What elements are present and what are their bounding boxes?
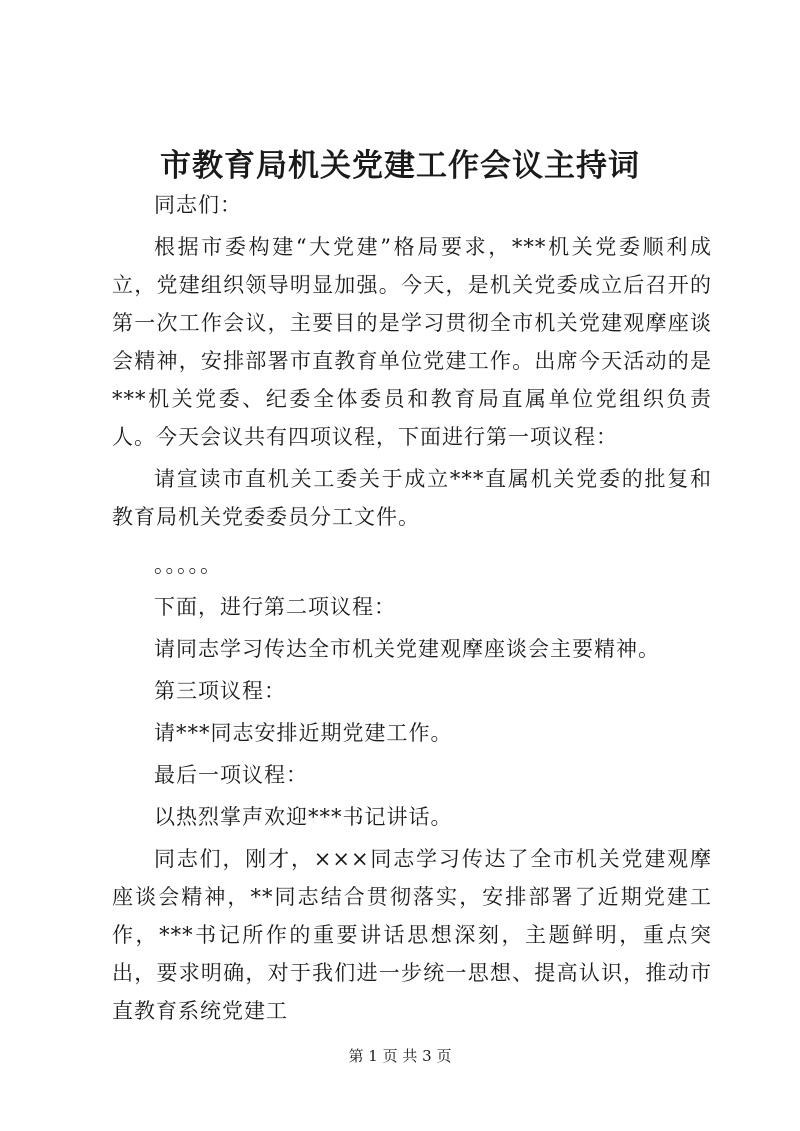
document-title: 市教育局机关党建工作会议主持词 — [160, 148, 640, 184]
agenda-item-3-heading: 第三项议程： — [154, 679, 286, 703]
agenda-item-1-paragraph: 请宣读市直机关工委关于成立***直属机关党委的批复和教育局机关党委委员分工文件。 — [112, 467, 712, 529]
agenda-item-2-heading: 下面，进行第二项议程： — [154, 595, 396, 619]
page-number-footer: 第 1 页 共 3 页 — [348, 1047, 452, 1065]
agenda-item-2-paragraph: 请同志学习传达全市机关党建观摩座谈会主要精神。 — [154, 637, 660, 661]
greeting-paragraph: 同志们： — [154, 193, 242, 217]
closing-paragraph: 同志们，刚才，×××同志学习传达了全市机关党建观摩座谈会精神，**同志结合贯彻落实，安排部署了近期党建工作，***书记所作的重要讲话思想深刻，主题鲜明，重点突出，要求明确，对于我们进一步统一思想、提高认识，推动市直教育系统党建工 — [112, 847, 712, 1023]
ellipsis-paragraph: 。。。。。 — [154, 553, 222, 577]
agenda-item-4-heading: 最后一项议程： — [154, 763, 308, 787]
document-body — [112, 186, 712, 1034]
agenda-item-4-paragraph: 以热烈掌声欢迎***书记讲话。 — [154, 805, 453, 829]
intro-paragraph: 根据市委构建“大党建”格局要求，***机关党委顺利成立，党建组织领导明显加强。今天，是机关党委成立后召开的第一次工作会议，主要目的是学习贯彻全市机关党建观摩座谈会精神，安排部署市直教育单位党建工作。出席今天活动的是***机关党委、纪委全体委员和教育局直属单位党组织负责人。今天会议共有四项议程，下面进行第一项议程： — [112, 235, 712, 449]
agenda-item-3-paragraph: 请***同志安排近期党建工作。 — [154, 721, 453, 745]
